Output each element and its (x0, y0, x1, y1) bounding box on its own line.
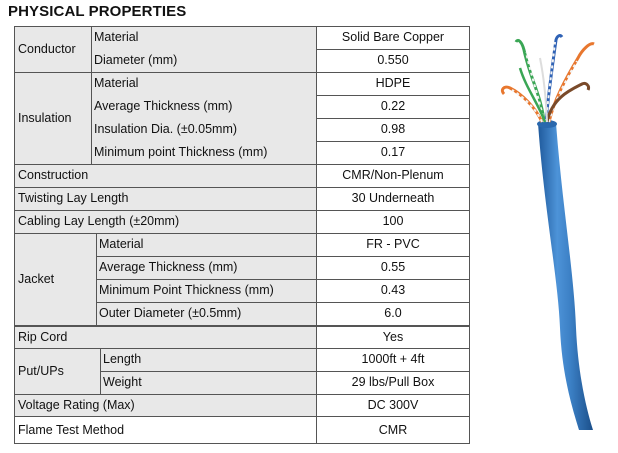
cabling-label: Cabling Lay Length (±20mm) (14, 210, 316, 233)
insulation-avg-thickness-value: 0.22 (316, 95, 470, 118)
putups-weight-value: 29 lbs/Pull Box (316, 371, 470, 394)
flame-test-label: Flame Test Method (14, 416, 316, 444)
jacket-avg-thickness-value: 0.55 (316, 256, 470, 279)
insulation-min-thickness-label: Minimum point Thickness (mm) (91, 141, 316, 164)
insulation-group-label: Insulation (14, 72, 91, 164)
construction-value: CMR/Non-Plenum (316, 164, 470, 187)
conductor-material-label: Material (91, 26, 316, 49)
insulation-dia-label: Insulation Dia. (±0.05mm) (91, 118, 316, 141)
insulation-material-value: HDPE (316, 72, 470, 95)
putups-length-label: Length (100, 348, 316, 371)
construction-label: Construction (14, 164, 316, 187)
insulation-dia-value: 0.98 (316, 118, 470, 141)
voltage-label: Voltage Rating (Max) (14, 394, 316, 416)
jacket-avg-thickness-label: Average Thickness (mm) (96, 256, 316, 279)
jacket-outer-diameter-value: 6.0 (316, 302, 470, 325)
jacket-outer-diameter-label: Outer Diameter (±0.5mm) (96, 302, 316, 325)
cabling-value: 100 (316, 210, 470, 233)
section-heading: PHYSICAL PROPERTIES (8, 3, 187, 20)
twisting-value: 30 Underneath (316, 187, 470, 210)
flame-test-value: CMR (316, 416, 470, 444)
conductor-group-label: Conductor (14, 26, 91, 72)
jacket-min-thickness-value: 0.43 (316, 279, 470, 302)
insulation-min-thickness-value: 0.17 (316, 141, 470, 164)
twisting-label: Twisting Lay Length (14, 187, 316, 210)
rip-cord-value: Yes (316, 326, 470, 348)
rip-cord-label: Rip Cord (14, 326, 316, 348)
putups-weight-label: Weight (100, 371, 316, 394)
cat6-cable-icon (482, 28, 612, 438)
conductor-diameter-label: Diameter (mm) (91, 49, 316, 72)
conductor-diameter-value: 0.550 (316, 49, 470, 72)
jacket-material-label: Material (96, 233, 316, 256)
insulation-avg-thickness-label: Average Thickness (mm) (91, 95, 316, 118)
jacket-min-thickness-label: Minimum Point Thickness (mm) (96, 279, 316, 302)
jacket-group-label: Jacket (14, 233, 96, 325)
voltage-value: DC 300V (316, 394, 470, 416)
putups-group-label: Put/UPs (14, 348, 100, 394)
jacket-material-value: FR - PVC (316, 233, 470, 256)
putups-length-value: 1000ft + 4ft (316, 348, 470, 371)
insulation-material-label: Material (91, 72, 316, 95)
conductor-material-value: Solid Bare Copper (316, 26, 470, 49)
